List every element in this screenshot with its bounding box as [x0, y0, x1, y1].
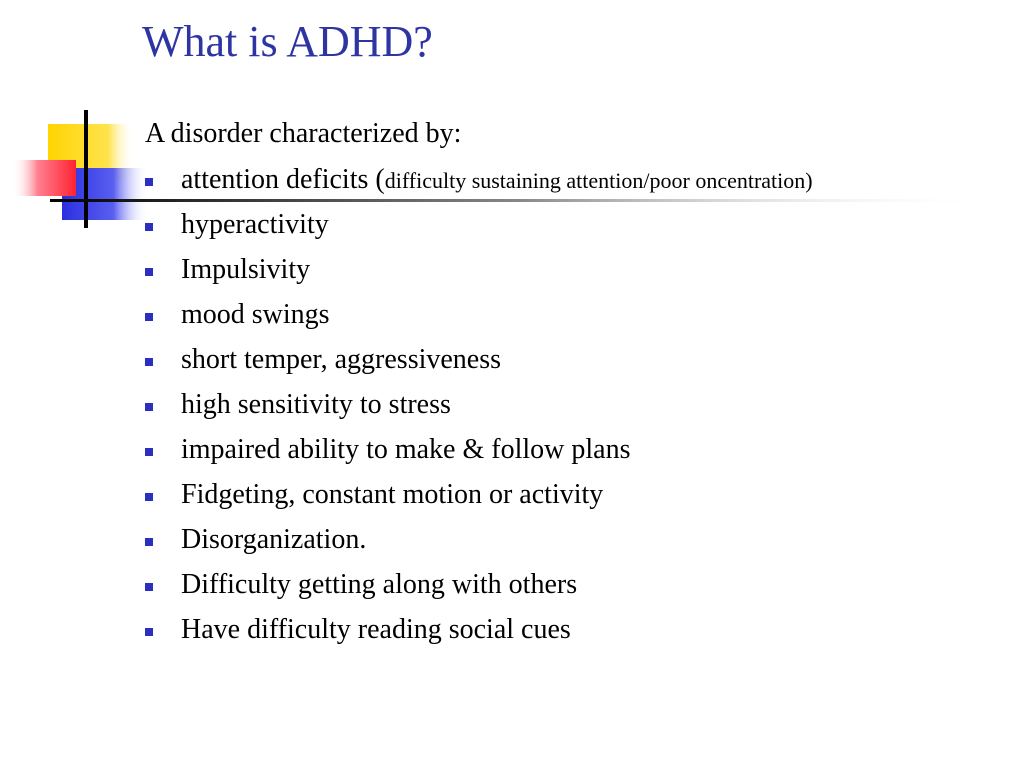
square-bullet-icon — [145, 583, 153, 591]
square-bullet-icon — [145, 493, 153, 501]
square-bullet-icon — [145, 178, 153, 186]
list-item-text: hyperactivity — [181, 209, 329, 240]
square-bullet-icon — [145, 268, 153, 276]
square-bullet-icon — [145, 628, 153, 636]
list-item-text: impaired ability to make & follow plans — [181, 434, 631, 465]
red-square — [12, 160, 76, 196]
list-item-detail: difficulty sustaining attention/poor oncentration) — [384, 168, 813, 193]
list-item-text: mood swings — [181, 299, 330, 330]
vertical-line — [84, 110, 88, 228]
list-item-text: Fidgeting, constant motion or activity — [181, 479, 604, 510]
square-bullet-icon — [145, 358, 153, 366]
intro-text: A disorder characterized by: — [145, 118, 462, 149]
list-item-text: Have difficulty reading social cues — [181, 614, 571, 645]
list-item-text — [181, 160, 813, 201]
list-item-text: Impulsivity — [181, 254, 311, 285]
square-bullet-icon — [145, 313, 153, 321]
square-bullet-icon — [145, 448, 153, 456]
list-item-text: Disorganization. — [181, 524, 367, 555]
list-item-text: short temper, aggressiveness — [181, 344, 502, 375]
list-item-text: high sensitivity to stress — [181, 389, 451, 420]
slide-title: What is ADHD? — [142, 17, 433, 66]
square-bullet-icon — [145, 403, 153, 411]
list-item-text: Difficulty getting along with others — [181, 569, 578, 600]
square-bullet-icon — [145, 223, 153, 231]
list-item-main: attention deficits ( — [181, 164, 385, 195]
square-bullet-icon — [145, 538, 153, 546]
